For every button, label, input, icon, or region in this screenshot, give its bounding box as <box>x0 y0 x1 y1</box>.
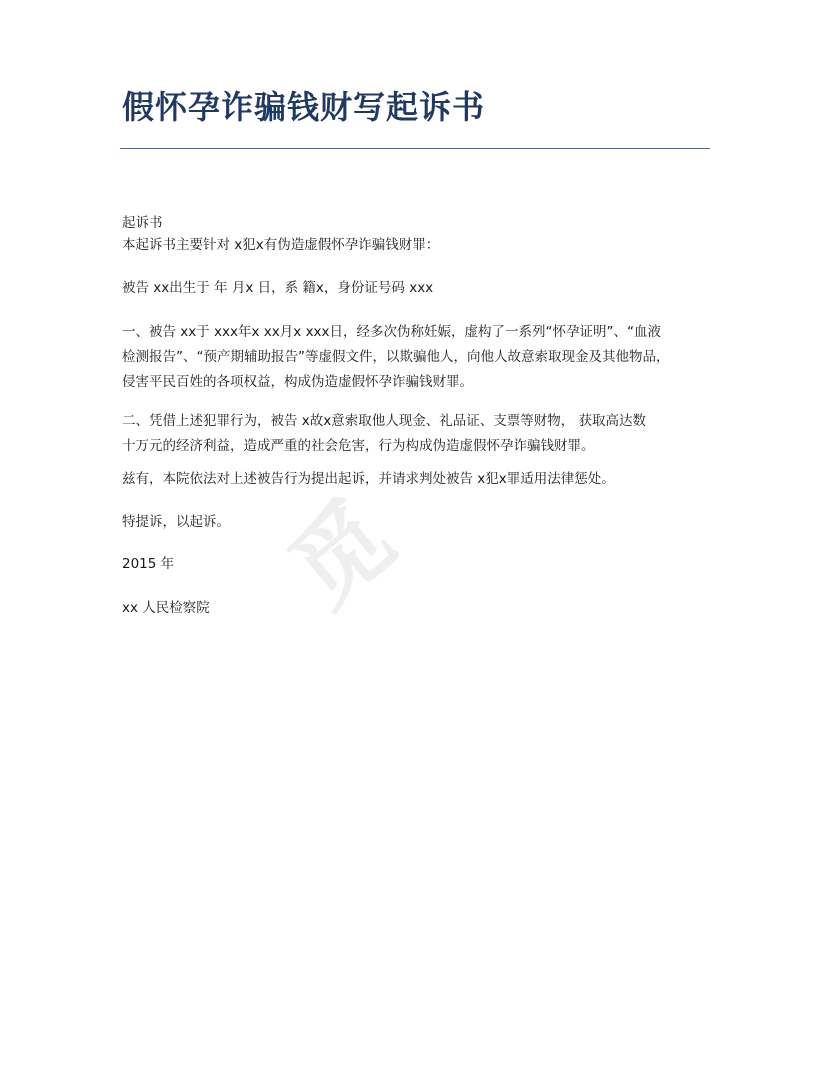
paragraph-2 <box>122 409 712 459</box>
heading-block <box>122 212 712 256</box>
intro-line: 本起诉书主要针对 x犯x有伪造虚假怀孕诈骗钱财罪： <box>122 237 440 253</box>
closing-line: 特提诉，以起诉。 <box>122 514 230 530</box>
signature-block <box>122 597 712 619</box>
paragraph-3-line: 兹有，本院依法对上述被告行为提出起诉，并请求判处被告 x犯x罪适用法律惩处。 <box>122 471 615 487</box>
paragraph-1 <box>122 320 712 395</box>
document-year: 2015 年 <box>122 556 175 572</box>
document-title: 假怀孕诈骗钱财写起诉书 <box>122 88 486 126</box>
paragraph-2-line: 十万元的经济利益，造成严重的社会危害，行为构成伪造虚假怀孕诈骗钱财罪。 <box>122 438 595 454</box>
paragraph-1-line: 一、被告 xx于 xxx年x xx月x xxx日，经多次伪称妊娠，虚构了一系列“怀孕证明”、“血液 <box>122 324 662 340</box>
watermark: 觅 <box>268 480 415 629</box>
title-divider <box>120 148 710 149</box>
signature: xx 人民检察院 <box>122 600 210 616</box>
paragraph-1-line: 检测报告”、“预产期辅助报告”等虚假文件，以欺骗他人，向他人故意索取现金及其他物品， <box>122 349 670 365</box>
closing-block <box>122 511 712 533</box>
paragraph-1-line: 侵害平民百姓的各项权益，构成伪造虚假怀孕诈骗钱财罪。 <box>122 374 473 390</box>
date-block <box>122 553 712 575</box>
paragraph-3 <box>122 468 712 490</box>
document-heading: 起诉书 <box>122 215 163 231</box>
paragraph-2-line: 二、凭借上述犯罪行为，被告 x故x意索取他人现金、礼品证、支票等财物， 获取高达数 <box>122 413 647 429</box>
defendant-line: 被告 xx出生于 年 月x 日，系 籍x，身份证号码 xxx <box>122 280 434 296</box>
defendant-info <box>122 277 712 299</box>
